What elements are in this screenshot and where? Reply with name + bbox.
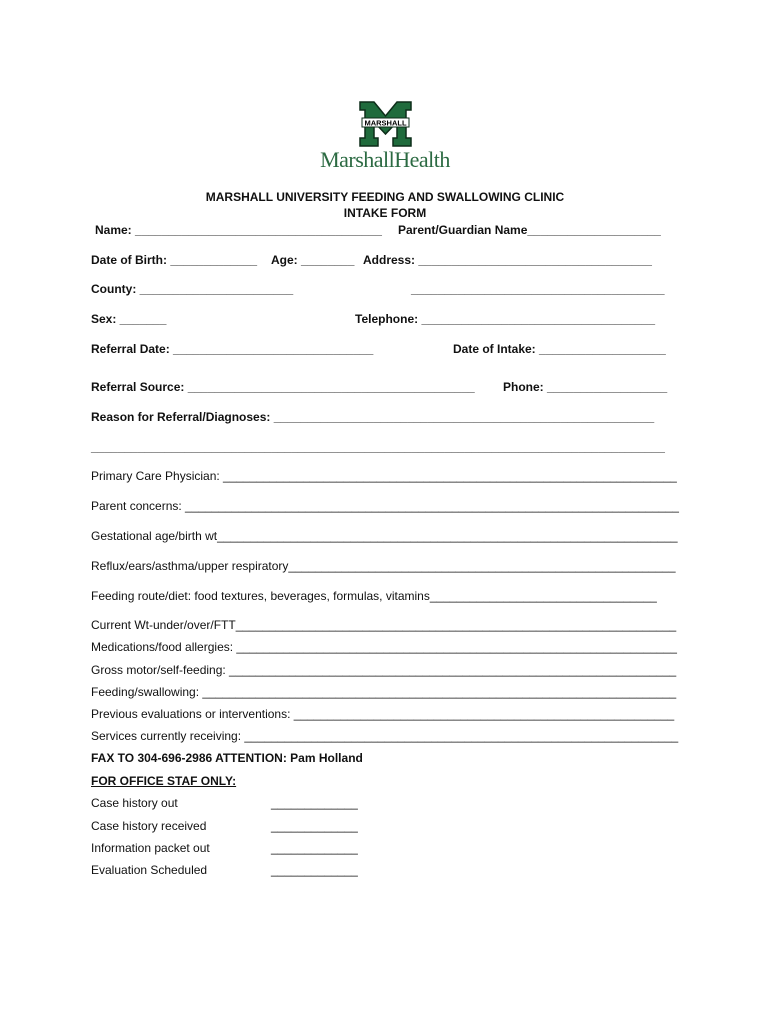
- current-weight-field[interactable]: Current Wt-under/over/FTT__________________________________________________________________: [91, 618, 677, 632]
- form-subtitle: INTAKE FORM: [343, 206, 427, 220]
- marshall-health-wordmark: MarshallHealth: [320, 147, 450, 172]
- feeding-route-field[interactable]: Feeding route/diet: food textures, beverages, formulas, vitamins__________________________________: [91, 589, 657, 603]
- medications-field[interactable]: Medications/food allergies: __________________________________________________________________: [91, 640, 677, 654]
- parent-concerns-field[interactable]: Parent concerns: __________________________________________________________________________: [91, 499, 679, 513]
- office-item-blank[interactable]: _____________: [271, 819, 358, 833]
- parent-guardian-field[interactable]: Parent/Guardian Name____________________: [398, 223, 661, 237]
- marshall-health-logo: [320, 100, 450, 180]
- telephone-field[interactable]: Telephone: ___________________________________: [355, 312, 656, 326]
- services-receiving-field[interactable]: Services currently receiving: _________________________________________________________________: [91, 729, 679, 743]
- reflux-field[interactable]: Reflux/ears/asthma/upper respiratory__________________________________________________________: [91, 559, 676, 573]
- office-item-blank[interactable]: _____________: [271, 796, 358, 810]
- marshall-m-emblem-icon: [358, 100, 413, 148]
- gestational-age-field[interactable]: Gestational age/birth wt_____________________________________________________________________: [91, 529, 678, 543]
- reason-continuation-line[interactable]: ______________________________________________________________________________________: [91, 440, 665, 454]
- office-item-blank[interactable]: _____________: [271, 841, 358, 855]
- primary-care-physician-field[interactable]: Primary Care Physician: ____________________________________________________________________: [91, 469, 677, 483]
- county-field[interactable]: County: _______________________: [91, 282, 294, 296]
- referral-date-field[interactable]: Referral Date: ______________________________: [91, 342, 374, 356]
- office-use-heading: FOR OFFICE STAF ONLY:: [91, 774, 237, 788]
- sex-field[interactable]: Sex: _______: [91, 312, 167, 326]
- feeding-swallowing-field[interactable]: Feeding/swallowing: _______________________________________________________________________: [91, 685, 677, 699]
- phone-field[interactable]: Phone: __________________: [503, 380, 668, 394]
- date-of-birth-field[interactable]: Date of Birth: _____________: [91, 253, 258, 267]
- office-item-label: Evaluation Scheduled: [91, 863, 208, 877]
- form-title: MARSHALL UNIVERSITY FEEDING AND SWALLOWING CLINIC: [205, 190, 565, 204]
- office-item-blank[interactable]: _____________: [271, 863, 358, 877]
- office-item-label: Information packet out: [91, 841, 210, 855]
- address-field[interactable]: Address: ___________________________________: [363, 253, 652, 267]
- date-of-intake-field[interactable]: Date of Intake: ___________________: [453, 342, 666, 356]
- gross-motor-field[interactable]: Gross motor/self-feeding: ___________________________________________________________________: [91, 663, 677, 677]
- previous-evaluations-field[interactable]: Previous evaluations or interventions: _________________________________________________________: [91, 707, 675, 721]
- office-item-label: Case history out: [91, 796, 178, 810]
- name-field[interactable]: Name: _____________________________________: [95, 223, 382, 237]
- age-field[interactable]: Age: ________: [271, 253, 355, 267]
- reason-for-referral-field[interactable]: Reason for Referral/Diagnoses: _________________________________________________________: [91, 410, 655, 424]
- svg-text:MARSHALL: MARSHALL: [364, 118, 407, 128]
- address-line2-field[interactable]: ______________________________________: [411, 282, 665, 296]
- fax-instruction: FAX TO 304-696-2986 ATTENTION: Pam Holland: [91, 751, 363, 765]
- referral-source-field[interactable]: Referral Source: ___________________________________________: [91, 380, 475, 394]
- office-item-label: Case history received: [91, 819, 207, 833]
